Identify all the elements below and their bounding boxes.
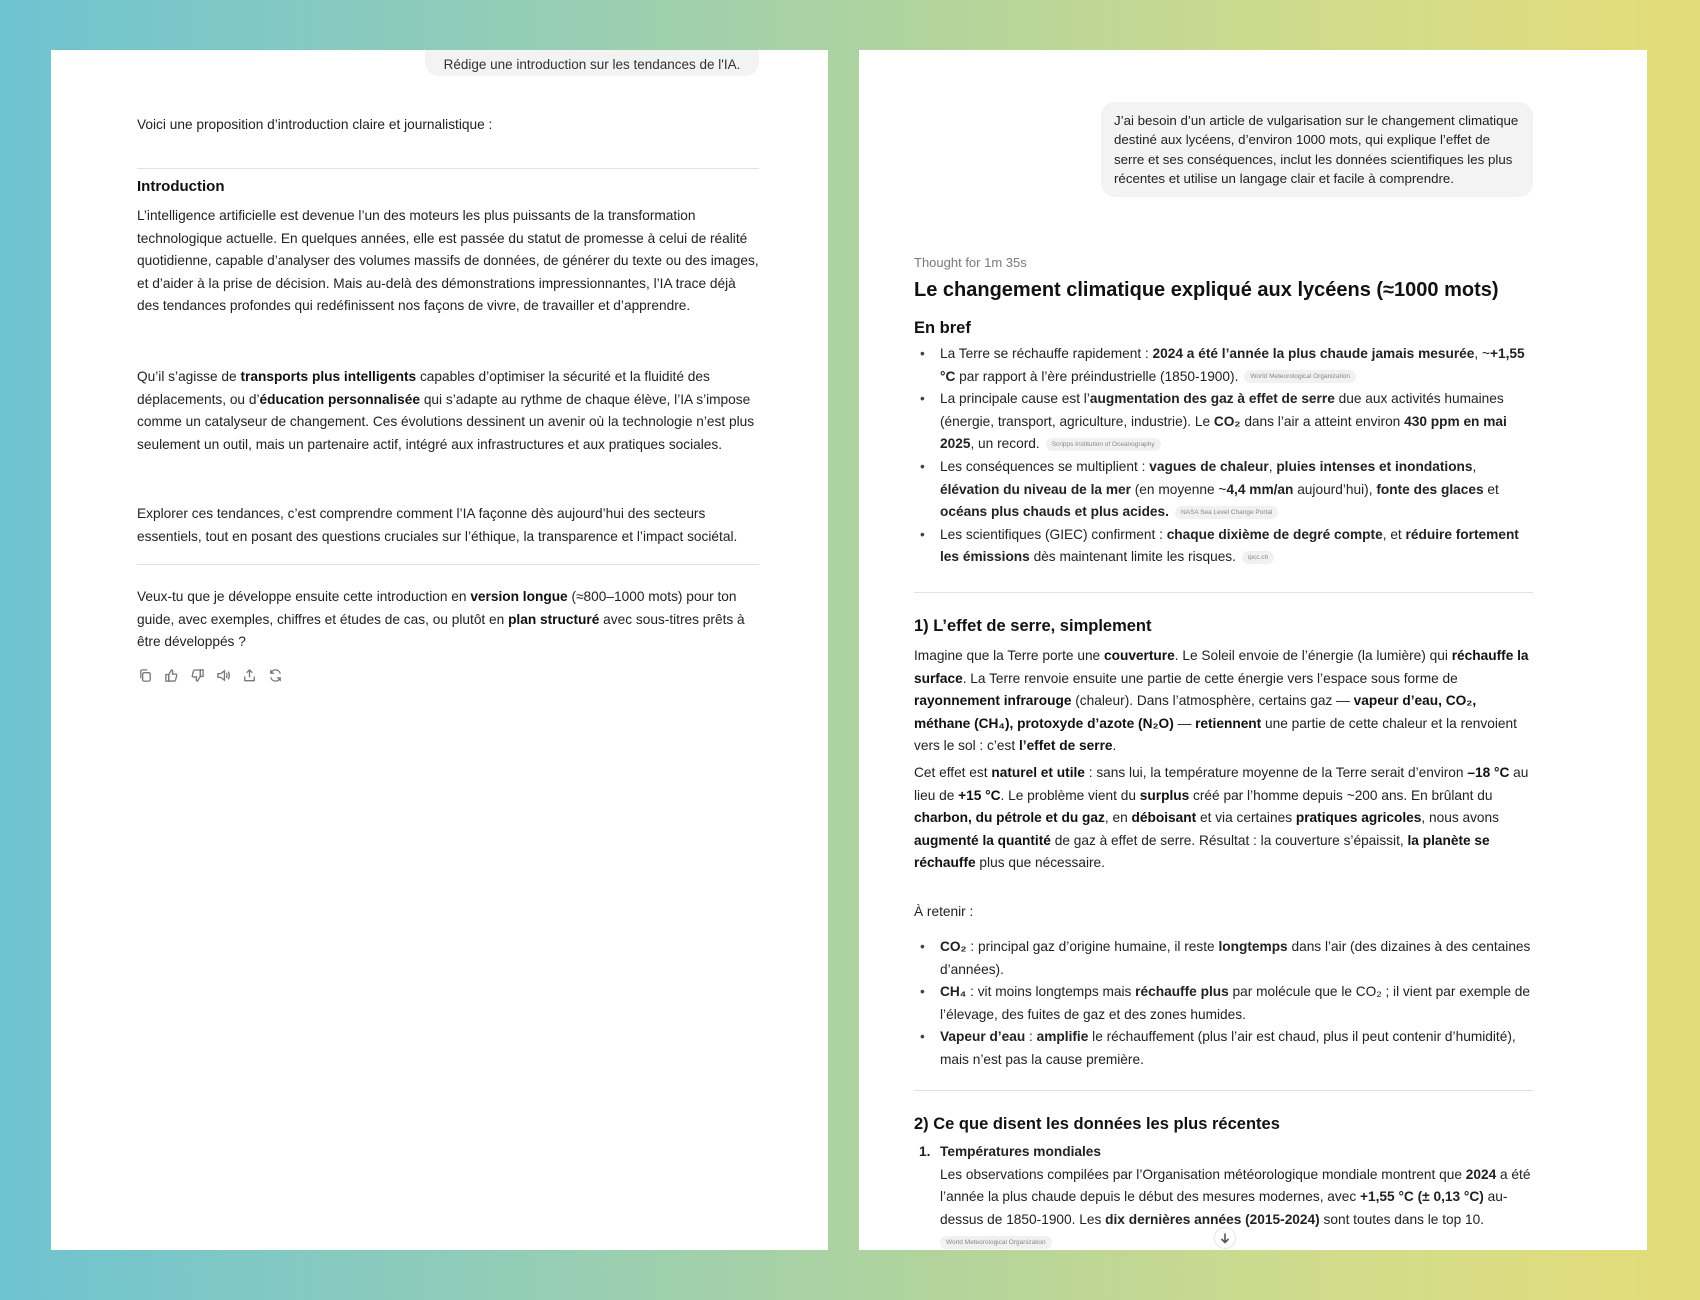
divider [914,1090,1533,1091]
article-title: Le changement climatique expliqué aux lycéens (≈1000 mots) [914,279,1499,301]
message-action-bar [137,667,283,683]
source-citation[interactable]: World Meteorological Organization [1244,370,1356,383]
followup-question: Veux-tu que je développe ensuite cette introduction en version longue (≈800–1000 mots) pour ton guide, avec exemples, chiffres et études de cas, ou plutôt en plan structuré avec sous-titres prêts à être développés ? [137,589,745,650]
source-citation[interactable]: ipcc.ch [1242,551,1274,564]
list-item: • CH₄ : vit moins longtemps mais réchauffe plus par molécule que le CO₂ ; il vient par exemple de l’élevage, des fuites de gaz et des zones humides. [914,981,1533,1026]
thumbs-up-icon[interactable] [163,667,179,683]
introduction-paragraph-2: Qu’il s’agisse de transports plus intelligents capables d’optimiser la sécurité et la fluidité des déplacements, ou d’éducation personnalisée qui s’adapte au rythme de chaque élève, l’IA s’impose comme un catalyseur de changement. Ces évolutions dessinent un avenir où la technologie n’est plus seulement un outil, mais un partenaire actif, intégré aux infrastructures et aux pratiques sociales. [137,369,755,452]
list-item: • Les scientifiques (GIEC) confirment : chaque dixième de degré compte, et réduire fortement les émissions dès maintenant limite les risques. ipcc.ch [914,524,1533,569]
source-citation[interactable]: NASA Sea Level Change Portal [1175,506,1278,519]
user-message-bubble: J’ai besoin d’un article de vulgarisation sur le changement climatique destiné aux lycéens, d’environ 1000 mots, qui explique l’effet de serre et ses conséquences, inclut les données scientifiques les plus récentes et utilise un langage clair et facile à comprendre. [1101,102,1533,197]
list-item: • Les conséquences se multiplient : vagues de chaleur, pluies intenses et inondations, élévation du niveau de la mer (en moyenne ~4,4 mm/an aujourd’hui), fonte des glaces et océans plus chauds et plus acides. NASA Sea Level Change Portal [914,456,1533,524]
list-item: • La principale cause est l’augmentation des gaz à effet de serre due aux activités humaines (énergie, transport, agriculture, industrie). Le CO₂ dans l’air a atteint environ 430 ppm en mai 2025, un record. Scripps Institution of Oceanography [914,388,1533,456]
brief-heading: En bref [914,319,971,337]
source-citation[interactable]: World Meteorological Organization [940,1236,1052,1249]
list-item: • CO₂ : principal gaz d’origine humaine, il reste longtemps dans l’air (des dizaines à des centaines d’années). [914,936,1533,981]
list-number: 1. [919,1144,931,1159]
scroll-down-button[interactable] [1214,1227,1236,1249]
section-1-heading: 1) L’effet de serre, simplement [914,617,1152,635]
list-item: 1. Températures mondiales Les observations compilées par l’Organisation météorologique mondiale montrent que 2024 a été l’année la plus chaude depuis le début des mesures modernes, avec +1,55 °C (± 0,13 °C) au-dessus de 1850-1900. Les dix dernières années (2015-2024) sont toutes dans le top 10. World Meteorological Organization [914,1141,1533,1250]
retenir-label: À retenir : [914,904,974,919]
thought-duration[interactable]: Thought for 1m 35s [914,255,1027,270]
divider [137,168,759,169]
source-citation[interactable]: Scripps Institution of Oceanography [1046,438,1161,451]
list-item: • Vapeur d’eau : amplifie le réchauffement (plus l’air est chaud, plus il peut contenir d’humidité), mais n’est pas la cause première. [914,1026,1533,1071]
right-chat-panel [859,50,1647,1250]
copy-icon[interactable] [137,667,153,683]
assistant-intro-line: Voici une proposition d’introduction claire et journalistique : [137,117,493,132]
introduction-paragraph-3: Explorer ces tendances, c’est comprendre comment l’IA façonne dès aujourd’hui des secteurs essentiels, tout en posant des questions cruciales sur l’éthique, la transparence et l’impact sociétal. [137,506,738,544]
introduction-heading: Introduction [137,178,225,195]
divider [914,592,1533,593]
section-1-paragraph-2: Cet effet est naturel et utile : sans lui, la température moyenne de la Terre serait d’environ –18 °C au lieu de +15 °C. Le problème vient du surplus créé par l’homme depuis ~200 ans. En brûlant du charbon, du pétrole et du gaz, en déboisant et via certaines pratiques agricoles, nous avons augmenté la quantité de gaz à effet de serre. Résultat : la couverture s’épaissit, la planète se réchauffe plus que nécessaire. [914,765,1529,871]
share-icon[interactable] [241,667,257,683]
regenerate-icon[interactable] [267,667,283,683]
section-1-paragraph-1: Imagine que la Terre porte une couverture. Le Soleil envoie de l’énergie (la lumière) qui réchauffe la surface. La Terre renvoie ensuite une partie de cette énergie vers l’espace sous forme de rayonnement infrarouge (chaleur). Dans l’atmosphère, certains gaz — vapeur d’eau, CO₂, méthane (CH₄), protoxyde d’azote (N₂O) — retiennent une partie de cette chaleur et la renvoient vers le sol : c’est l’effet de serre. [914,648,1529,754]
speaker-icon[interactable] [215,667,231,683]
divider [137,564,759,565]
left-chat-panel [51,50,828,1250]
section-2-heading: 2) Ce que disent les données les plus récentes [914,1115,1280,1133]
introduction-paragraph-1: L’intelligence artificielle est devenue l’un des moteurs les plus puissants de la transformation technologique actuelle. En quelques années, elle est passée du statut de promesse à celui de réalité quotidienne, capable d’analyser des volumes massifs de données, de générer du texte ou des images, et d’aider à la prise de décision. Mais au-delà des démonstrations impressionnantes, l’IA trace déjà des tendances profondes qui redéfinissent nos façons de vivre, de travailler et d’apprendre. [137,208,759,314]
brief-list [914,343,1533,569]
thumbs-down-icon[interactable] [189,667,205,683]
user-message-bubble: Rédige une introduction sur les tendances de l'IA. [425,50,759,76]
retenir-list [914,936,1533,1072]
arrow-down-icon [1219,1232,1231,1244]
list-item: • La Terre se réchauffe rapidement : 2024 a été l’année la plus chaude jamais mesurée, ~+1,55 °C par rapport à l’ère préindustrielle (1850-1900). World Meteorological Organization [914,343,1533,388]
